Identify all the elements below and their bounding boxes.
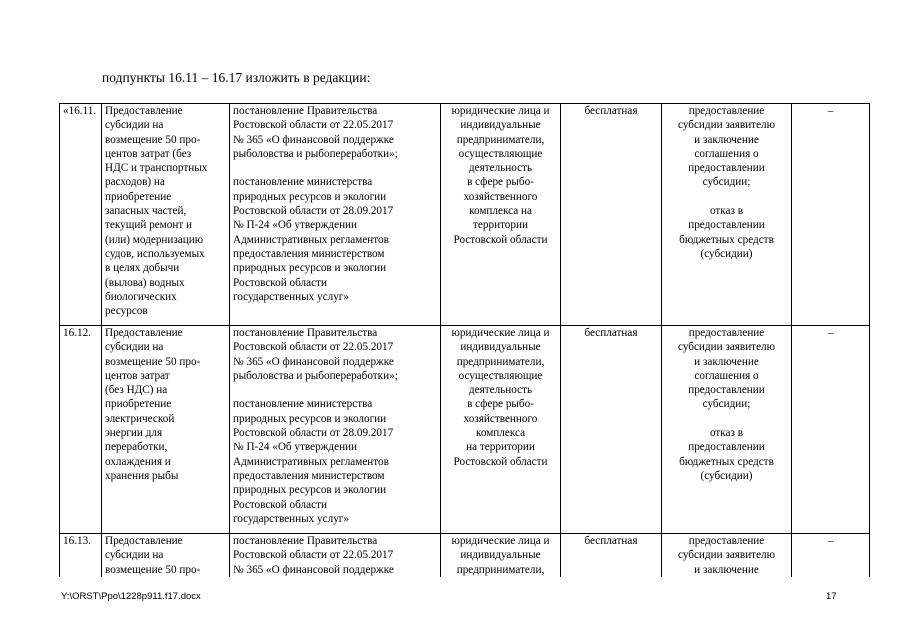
service-name: Предоставление субсидии на возмещение 50 про- центов затрат (без НДС) на приобретение электрической энергии для переработки, охлаждения и хранения рыбы	[102, 326, 230, 534]
note-dash: –	[792, 534, 870, 578]
service-result: предоставление субсидии заявителю и заключение	[662, 534, 792, 578]
recipients: юридические лица и индивидуальные предприниматели, осуществляющие деятельность в сфере рыбо- хозяйственного комплекса на территории Ростовской области	[441, 104, 561, 326]
footer-file-path: Y:\ORST\Ppo\1228p911.f17.docx	[61, 591, 201, 602]
table-row	[60, 326, 870, 534]
regulation-table	[59, 103, 870, 577]
legal-basis: постановление Правительства Ростовской области от 22.05.2017 № 365 «О финансовой поддержке рыболовства и рыбопереработки»; постановление министерства природных ресурсов и экологии Ростовской области от 28.09.2017 № П-24 «Об утверждении Административных регламентов предоставления министерством природных ресурсов и экологии Ростовской области государственных услуг»	[230, 326, 441, 534]
legal-basis: постановление Правительства Ростовской области от 22.05.2017 № 365 «О финансовой поддержке	[230, 534, 441, 578]
row-number: 16.12.	[60, 326, 102, 534]
table-row	[60, 104, 870, 326]
recipients: юридические лица и индивидуальные предприниматели,	[441, 534, 561, 578]
service-result: предоставление субсидии заявителю и заключение соглашения о предоставлении субсидии; отказ в предоставлении бюджетных средств (субсидии)	[662, 326, 792, 534]
payment-terms: бесплатная	[561, 326, 662, 534]
note-dash: –	[792, 326, 870, 534]
note-dash: –	[792, 104, 870, 326]
row-number: «16.11.	[60, 104, 102, 326]
intro-text: подпункты 16.11 – 16.17 изложить в редакции:	[102, 70, 371, 85]
row-number: 16.13.	[60, 534, 102, 578]
table-row	[60, 534, 870, 578]
payment-terms: бесплатная	[561, 534, 662, 578]
service-name: Предоставление субсидии на возмещение 50 про-	[102, 534, 230, 578]
service-name: Предоставление субсидии на возмещение 50 про- центов затрат (без НДС и транспортных расходов) на приобретение запасных частей, текущий ремонт и (или) модернизацию судов, используемых в целях добычи (вылова) водных биологических ресурсов	[102, 104, 230, 326]
service-result: предоставление субсидии заявителю и заключение соглашения о предоставлении субсидии; отказ в предоставлении бюджетных средств (субсидии)	[662, 104, 792, 326]
recipients: юридические лица и индивидуальные предприниматели, осуществляющие деятельность в сфере рыбо- хозяйственного комплекса на территории Ростовской области	[441, 326, 561, 534]
payment-terms: бесплатная	[561, 104, 662, 326]
legal-basis: постановление Правительства Ростовской области от 22.05.2017 № 365 «О финансовой поддержке рыболовства и рыбопереработки»; постановление министерства природных ресурсов и экологии Ростовской области от 28.09.2017 № П-24 «Об утверждении Административных регламентов предоставления министерством природных ресурсов и экологии Ростовской области государственных услуг»	[230, 104, 441, 326]
page-number: 17	[826, 591, 837, 602]
